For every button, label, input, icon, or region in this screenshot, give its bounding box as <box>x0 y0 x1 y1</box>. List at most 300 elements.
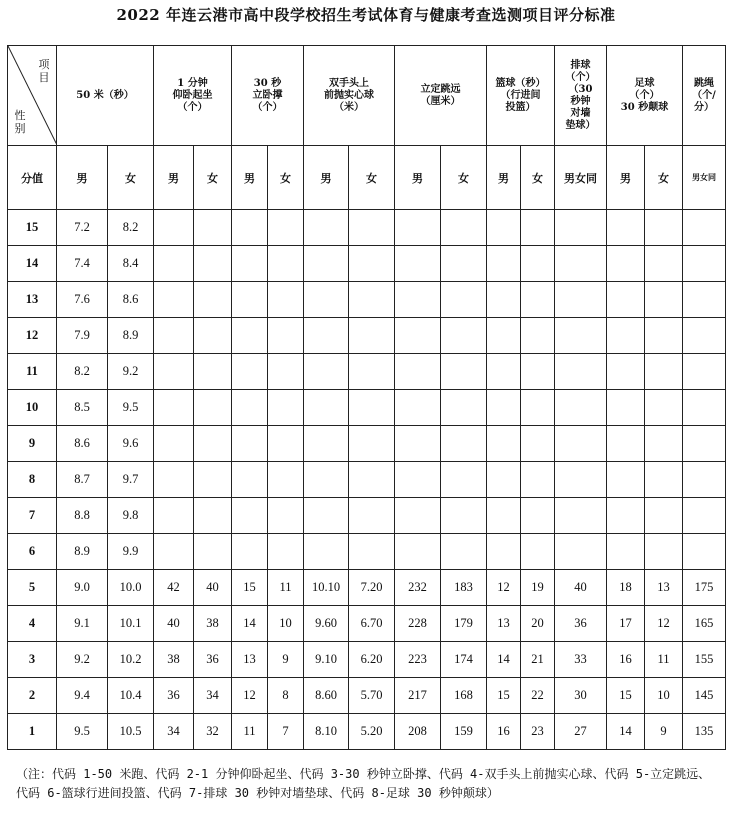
value-cell: 10.0 <box>108 570 154 606</box>
value-cell <box>645 282 683 318</box>
gender-column-header: 女 <box>349 146 395 210</box>
value-cell <box>232 462 268 498</box>
value-cell: 8.6 <box>108 282 154 318</box>
value-cell: 183 <box>441 570 487 606</box>
value-cell: 21 <box>521 642 555 678</box>
value-cell <box>349 390 395 426</box>
value-cell: 36 <box>194 642 232 678</box>
value-cell: 10.4 <box>108 678 154 714</box>
value-cell <box>441 426 487 462</box>
value-cell <box>395 498 441 534</box>
value-cell <box>304 246 349 282</box>
gender-column-header: 女 <box>441 146 487 210</box>
value-cell <box>232 534 268 570</box>
value-cell: 8.9 <box>57 534 108 570</box>
value-cell: 208 <box>395 714 441 750</box>
scoring-table <box>7 45 726 750</box>
value-cell: 9 <box>268 642 304 678</box>
value-cell: 7.9 <box>57 318 108 354</box>
gender-column-header: 男 <box>232 146 268 210</box>
value-cell: 6.70 <box>349 606 395 642</box>
value-cell <box>395 426 441 462</box>
score-cell: 8 <box>8 462 57 498</box>
value-cell <box>555 534 607 570</box>
value-cell <box>154 426 194 462</box>
value-cell <box>154 282 194 318</box>
test-header-3: 30 秒 立卧撑 （个） <box>232 46 304 146</box>
value-cell <box>555 426 607 462</box>
value-cell: 10.10 <box>304 570 349 606</box>
test-header-2: 1 分钟 仰卧起坐 （个） <box>154 46 232 146</box>
value-cell <box>521 318 555 354</box>
value-cell <box>395 354 441 390</box>
value-cell: 40 <box>194 570 232 606</box>
value-cell: 8.9 <box>108 318 154 354</box>
value-cell <box>395 246 441 282</box>
table-row <box>8 714 726 750</box>
table-row <box>8 426 726 462</box>
test-header-1: 50 米（秒） <box>57 46 154 146</box>
value-cell <box>304 210 349 246</box>
value-cell <box>683 282 726 318</box>
value-cell <box>441 210 487 246</box>
value-cell <box>232 354 268 390</box>
value-cell <box>349 246 395 282</box>
value-cell <box>395 210 441 246</box>
score-cell: 1 <box>8 714 57 750</box>
value-cell <box>683 354 726 390</box>
value-cell: 10.2 <box>108 642 154 678</box>
value-cell: 19 <box>521 570 555 606</box>
value-cell: 7.2 <box>57 210 108 246</box>
value-cell <box>441 354 487 390</box>
value-cell <box>487 210 521 246</box>
value-cell: 135 <box>683 714 726 750</box>
table-row <box>8 282 726 318</box>
value-cell: 38 <box>154 642 194 678</box>
value-cell <box>521 498 555 534</box>
value-cell <box>194 282 232 318</box>
value-cell: 8.2 <box>57 354 108 390</box>
value-cell: 11 <box>268 570 304 606</box>
value-cell: 9.1 <box>57 606 108 642</box>
value-cell <box>268 210 304 246</box>
value-cell <box>441 318 487 354</box>
test-header-6: 篮球（秒） （行进间 投篮） <box>487 46 555 146</box>
value-cell: 15 <box>487 678 521 714</box>
value-cell: 217 <box>395 678 441 714</box>
value-cell <box>268 462 304 498</box>
table-row <box>8 318 726 354</box>
value-cell <box>683 318 726 354</box>
value-cell: 7 <box>268 714 304 750</box>
value-cell <box>683 426 726 462</box>
value-cell <box>441 390 487 426</box>
value-cell: 12 <box>232 678 268 714</box>
value-cell: 9.4 <box>57 678 108 714</box>
value-cell <box>645 498 683 534</box>
value-cell: 5.20 <box>349 714 395 750</box>
value-cell: 30 <box>555 678 607 714</box>
value-cell <box>441 498 487 534</box>
value-cell: 9.2 <box>57 642 108 678</box>
value-cell <box>349 462 395 498</box>
value-cell: 9 <box>645 714 683 750</box>
value-cell <box>349 210 395 246</box>
value-cell <box>232 318 268 354</box>
table-row <box>8 246 726 282</box>
value-cell <box>304 354 349 390</box>
gender-column-header: 男 <box>57 146 108 210</box>
table-row <box>8 390 726 426</box>
value-cell: 223 <box>395 642 441 678</box>
value-cell <box>304 390 349 426</box>
value-cell: 8.7 <box>57 462 108 498</box>
value-cell <box>268 426 304 462</box>
value-cell: 20 <box>521 606 555 642</box>
value-cell <box>304 498 349 534</box>
value-cell <box>194 246 232 282</box>
value-cell <box>232 246 268 282</box>
value-cell <box>268 498 304 534</box>
value-cell <box>607 282 645 318</box>
value-cell <box>607 318 645 354</box>
value-cell <box>194 498 232 534</box>
value-cell <box>487 534 521 570</box>
value-cell: 5.70 <box>349 678 395 714</box>
value-cell: 34 <box>194 678 232 714</box>
gender-label: 性别 <box>14 109 26 135</box>
value-cell: 9.10 <box>304 642 349 678</box>
value-cell <box>194 318 232 354</box>
value-cell <box>555 462 607 498</box>
value-cell: 8 <box>268 678 304 714</box>
value-cell: 27 <box>555 714 607 750</box>
value-cell: 17 <box>607 606 645 642</box>
value-cell <box>268 534 304 570</box>
value-cell: 32 <box>194 714 232 750</box>
gender-column-header: 男 <box>154 146 194 210</box>
value-cell <box>487 354 521 390</box>
value-cell <box>194 426 232 462</box>
gender-column-header: 男 <box>607 146 645 210</box>
score-cell: 7 <box>8 498 57 534</box>
value-cell <box>607 498 645 534</box>
value-cell <box>555 318 607 354</box>
value-cell: 9.60 <box>304 606 349 642</box>
value-cell <box>607 390 645 426</box>
value-cell: 155 <box>683 642 726 678</box>
value-cell: 10.1 <box>108 606 154 642</box>
value-cell: 8.8 <box>57 498 108 534</box>
value-cell <box>194 210 232 246</box>
value-cell <box>349 426 395 462</box>
value-cell: 38 <box>194 606 232 642</box>
value-cell: 40 <box>154 606 194 642</box>
value-cell <box>487 498 521 534</box>
value-cell <box>521 354 555 390</box>
value-cell <box>487 390 521 426</box>
value-cell: 13 <box>645 570 683 606</box>
value-cell: 8.2 <box>108 210 154 246</box>
value-cell <box>304 534 349 570</box>
value-cell: 14 <box>607 714 645 750</box>
gender-column-header: 男 <box>487 146 521 210</box>
value-cell <box>304 318 349 354</box>
test-header-9: 跳绳 （个/ 分） <box>683 46 726 146</box>
value-cell: 175 <box>683 570 726 606</box>
value-cell: 16 <box>607 642 645 678</box>
value-cell <box>268 246 304 282</box>
value-cell: 228 <box>395 606 441 642</box>
table-row <box>8 678 726 714</box>
value-cell: 9.2 <box>108 354 154 390</box>
score-cell: 3 <box>8 642 57 678</box>
value-cell: 10 <box>645 678 683 714</box>
value-cell <box>555 282 607 318</box>
table-row <box>8 462 726 498</box>
score-cell: 13 <box>8 282 57 318</box>
score-cell: 5 <box>8 570 57 606</box>
value-cell <box>645 462 683 498</box>
value-cell <box>521 246 555 282</box>
score-cell: 2 <box>8 678 57 714</box>
value-cell <box>304 282 349 318</box>
value-cell <box>645 426 683 462</box>
value-cell <box>349 534 395 570</box>
score-cell: 9 <box>8 426 57 462</box>
table-row <box>8 498 726 534</box>
score-cell: 10 <box>8 390 57 426</box>
value-cell: 7.6 <box>57 282 108 318</box>
value-cell: 174 <box>441 642 487 678</box>
value-cell: 8.4 <box>108 246 154 282</box>
value-cell <box>555 498 607 534</box>
value-cell: 11 <box>645 642 683 678</box>
value-cell <box>232 390 268 426</box>
value-cell: 23 <box>521 714 555 750</box>
table-row <box>8 534 726 570</box>
value-cell <box>154 534 194 570</box>
value-cell: 179 <box>441 606 487 642</box>
value-cell: 13 <box>232 642 268 678</box>
gender-column-header: 女 <box>645 146 683 210</box>
value-cell: 42 <box>154 570 194 606</box>
value-cell <box>521 462 555 498</box>
table-row <box>8 570 726 606</box>
corner-header-cell <box>8 46 57 146</box>
value-cell <box>441 462 487 498</box>
value-cell <box>441 282 487 318</box>
value-cell <box>268 318 304 354</box>
value-cell: 14 <box>487 642 521 678</box>
value-cell: 36 <box>154 678 194 714</box>
value-cell <box>154 498 194 534</box>
value-cell <box>487 318 521 354</box>
value-cell <box>555 354 607 390</box>
value-cell: 15 <box>232 570 268 606</box>
value-cell: 165 <box>683 606 726 642</box>
value-cell: 8.10 <box>304 714 349 750</box>
value-cell: 9.8 <box>108 498 154 534</box>
value-cell <box>607 462 645 498</box>
value-cell: 7.4 <box>57 246 108 282</box>
value-cell <box>683 210 726 246</box>
test-header-5: 立定跳远 （厘米） <box>395 46 487 146</box>
value-cell: 168 <box>441 678 487 714</box>
value-cell: 14 <box>232 606 268 642</box>
value-cell: 16 <box>487 714 521 750</box>
gender-column-header: 女 <box>108 146 154 210</box>
test-header-4: 双手头上 前抛实心球 （米） <box>304 46 395 146</box>
value-cell <box>683 498 726 534</box>
value-cell: 9.6 <box>108 426 154 462</box>
value-cell: 12 <box>487 570 521 606</box>
value-cell: 36 <box>555 606 607 642</box>
value-cell: 6.20 <box>349 642 395 678</box>
value-cell <box>645 354 683 390</box>
score-cell: 14 <box>8 246 57 282</box>
value-cell: 7.20 <box>349 570 395 606</box>
value-cell <box>607 210 645 246</box>
value-cell: 8.5 <box>57 390 108 426</box>
value-cell <box>194 534 232 570</box>
value-cell <box>555 246 607 282</box>
gender-column-header: 男 <box>304 146 349 210</box>
value-cell <box>683 390 726 426</box>
gender-column-header: 女 <box>268 146 304 210</box>
value-cell <box>441 534 487 570</box>
value-cell <box>487 246 521 282</box>
value-cell <box>645 318 683 354</box>
value-cell <box>521 390 555 426</box>
value-cell: 9.9 <box>108 534 154 570</box>
value-cell <box>607 426 645 462</box>
table-row <box>8 210 726 246</box>
value-cell: 8.60 <box>304 678 349 714</box>
value-cell: 8.6 <box>57 426 108 462</box>
value-cell <box>521 210 555 246</box>
score-cell: 12 <box>8 318 57 354</box>
value-cell <box>154 390 194 426</box>
value-cell <box>349 282 395 318</box>
table-row <box>8 642 726 678</box>
score-cell: 11 <box>8 354 57 390</box>
value-cell: 10 <box>268 606 304 642</box>
value-cell <box>154 354 194 390</box>
value-cell <box>349 498 395 534</box>
value-cell <box>395 282 441 318</box>
item-label: 项目 <box>38 58 50 84</box>
value-cell <box>232 282 268 318</box>
value-cell <box>607 246 645 282</box>
score-cell: 6 <box>8 534 57 570</box>
page-title: 2022 年连云港市高中段学校招生考试体育与健康考查选测项目评分标准 <box>116 6 616 24</box>
gender-column-header: 男女同 <box>555 146 607 210</box>
value-cell <box>487 462 521 498</box>
value-cell <box>521 534 555 570</box>
value-cell: 9.5 <box>57 714 108 750</box>
value-cell <box>395 462 441 498</box>
value-cell <box>268 282 304 318</box>
value-cell <box>268 390 304 426</box>
value-cell <box>683 534 726 570</box>
value-cell <box>232 426 268 462</box>
value-cell <box>441 246 487 282</box>
value-cell <box>395 318 441 354</box>
score-column-header: 分值 <box>8 146 57 210</box>
value-cell: 232 <box>395 570 441 606</box>
value-cell <box>607 354 645 390</box>
value-cell <box>194 354 232 390</box>
value-cell <box>395 390 441 426</box>
value-cell: 9.7 <box>108 462 154 498</box>
value-cell <box>154 210 194 246</box>
test-header-8: 足球 （个） 30 秒颠球 <box>607 46 683 146</box>
value-cell <box>683 246 726 282</box>
value-cell <box>645 390 683 426</box>
value-cell <box>521 282 555 318</box>
test-header-7: 排球 （个） （30 秒钟 对墙 垫球） <box>555 46 607 146</box>
value-cell <box>304 426 349 462</box>
value-cell <box>395 534 441 570</box>
value-cell: 9.5 <box>108 390 154 426</box>
gender-column-header: 男女同 <box>683 146 726 210</box>
value-cell <box>232 498 268 534</box>
value-cell <box>304 462 349 498</box>
value-cell <box>349 354 395 390</box>
value-cell: 13 <box>487 606 521 642</box>
value-cell: 9.0 <box>57 570 108 606</box>
value-cell <box>555 210 607 246</box>
value-cell <box>194 462 232 498</box>
value-cell <box>154 318 194 354</box>
value-cell <box>487 426 521 462</box>
value-cell <box>349 318 395 354</box>
value-cell <box>683 462 726 498</box>
value-cell: 33 <box>555 642 607 678</box>
value-cell: 12 <box>645 606 683 642</box>
value-cell <box>645 246 683 282</box>
value-cell: 18 <box>607 570 645 606</box>
value-cell <box>268 354 304 390</box>
value-cell: 40 <box>555 570 607 606</box>
footnote: （注：代码 1-50 米跑、代码 2-1 分钟仰卧起坐、代码 3-30 秒钟立卧撑、代码 4-双手头上前抛实心球、代码 5-立定跳远、代码 6-篮球行进间投篮、代码 7-排球 30 秒钟对墙垫球、代码 8-足球 30 秒钟颠球） <box>16 767 711 800</box>
value-cell <box>232 210 268 246</box>
value-cell: 10.5 <box>108 714 154 750</box>
value-cell <box>645 210 683 246</box>
value-cell <box>645 534 683 570</box>
value-cell: 159 <box>441 714 487 750</box>
table-row <box>8 606 726 642</box>
value-cell <box>154 246 194 282</box>
gender-column-header: 男 <box>395 146 441 210</box>
value-cell: 145 <box>683 678 726 714</box>
value-cell <box>194 390 232 426</box>
value-cell: 15 <box>607 678 645 714</box>
value-cell <box>487 282 521 318</box>
score-cell: 15 <box>8 210 57 246</box>
value-cell: 22 <box>521 678 555 714</box>
score-cell: 4 <box>8 606 57 642</box>
value-cell: 11 <box>232 714 268 750</box>
value-cell: 34 <box>154 714 194 750</box>
table-row <box>8 354 726 390</box>
value-cell <box>555 390 607 426</box>
gender-column-header: 女 <box>194 146 232 210</box>
value-cell <box>607 534 645 570</box>
value-cell <box>521 426 555 462</box>
